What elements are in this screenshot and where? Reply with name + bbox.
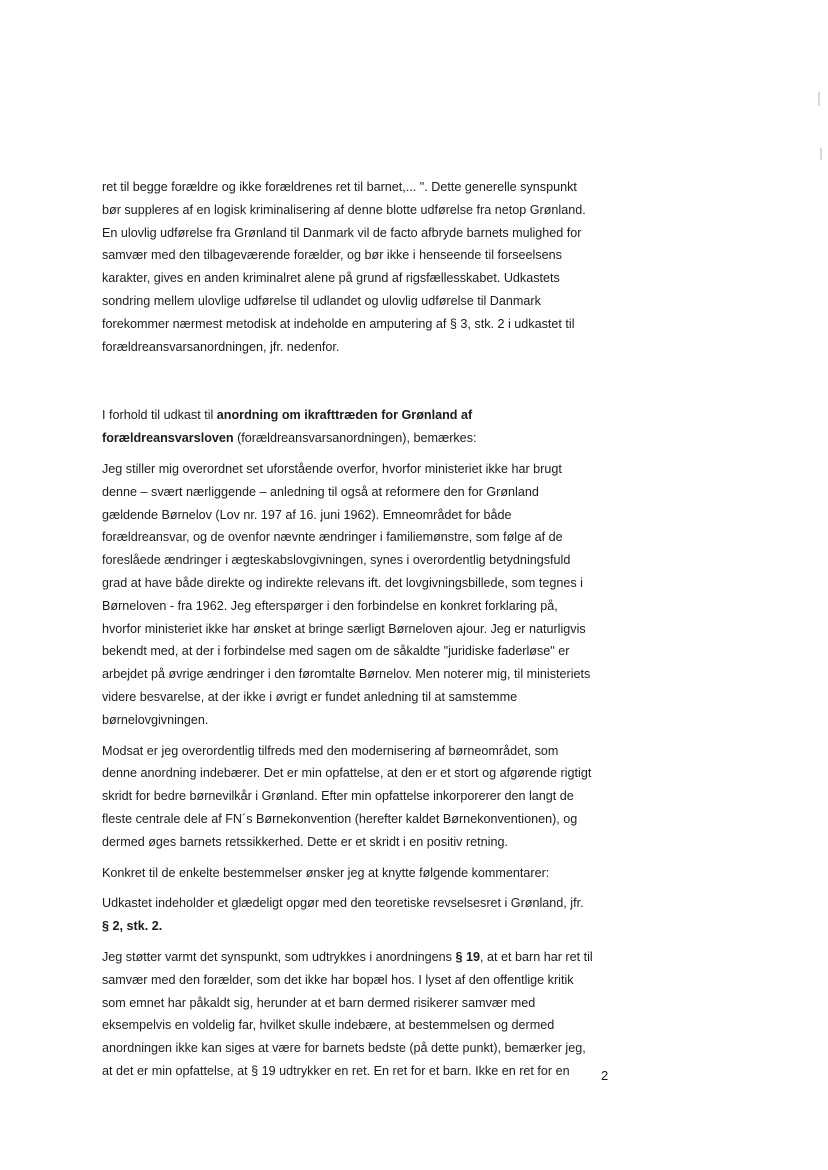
paragraph-spacer xyxy=(102,358,622,404)
text-line: sondring mellem ulovlige udførelse til udlandet og ulovlig udførelse til Danmark xyxy=(102,293,541,308)
text-line: videre besvarelse, at der ikke i øvrigt er fundet anledning til at samstemme xyxy=(102,689,518,704)
text-run: (forældreansvarsanordningen), bemærkes: xyxy=(233,431,477,446)
body-text xyxy=(102,176,622,1083)
bold-run: anordning om ikrafttræden for Grønland af xyxy=(216,408,473,423)
text-line: dermed øges barnets retssikkerhed. Dette er et skridt i en positiv retning. xyxy=(102,834,508,849)
text-line: skridt for bedre børnevilkår i Grønland. Efter min opfattelse inkorporerer den langt de xyxy=(102,789,574,804)
text-line: hvorfor ministeriet ikke har ønsket at bringe særligt Børneloven ajour. Jeg er naturligvis xyxy=(102,621,586,636)
text-line: Udkastet indeholder et glædeligt opgør med den teoretiske revselsesret i Grønland, jfr. xyxy=(102,896,584,911)
text-line: karakter, gives en anden kriminalret alene på grund af rigsfællesskabet. Udkastets xyxy=(102,271,560,286)
text-line: forældreansvar, og de ovenfor nævnte ændringer i familiemønstre, som følge af de xyxy=(102,530,563,545)
text-line: samvær med den forælder, som det ikke har bopæl hos. I lyset af den offentlige kritik xyxy=(102,972,574,987)
text-line: at det er min opfattelse, at § 19 udtrykker en ret. En ret for et barn. Ikke en ret for en xyxy=(102,1063,570,1078)
text-line: arbejdet på øvrige ændringer i den føromtalte Børnelov. Men noterer mig, til ministeriets xyxy=(102,667,591,682)
text-line: børnelovgivningen. xyxy=(102,712,209,727)
paragraph-1 xyxy=(102,176,622,358)
text-line: gældende Børnelov (Lov nr. 197 af 16. juni 1962). Emneområdet for både xyxy=(102,507,512,522)
text-line: som emnet har påkaldt sig, herunder at et barn dermed risikerer samvær med xyxy=(102,995,536,1010)
text-line: ret til begge forældre og ikke forældrenes ret til barnet,... ". Dette generelle synspunkt xyxy=(102,180,577,194)
paragraph-6 xyxy=(102,892,622,938)
text-line: samvær med den tilbageværende forælder, og bør ikke i henseende til forseelsens xyxy=(102,248,562,263)
paragraph-4 xyxy=(102,740,622,854)
text-line: bør suppleres af en logisk kriminalisering af denne blotte udførelse fra netop Grønland. xyxy=(102,202,586,217)
text-line: denne – svært nærliggende – anledning til også at reformere den for Grønland xyxy=(102,484,539,499)
bold-run: § 2, stk. 2. xyxy=(102,919,163,934)
paragraph-7 xyxy=(102,946,622,1083)
text-run: Jeg støtter varmt det synspunkt, som udtrykkes i anordningens xyxy=(102,949,456,964)
text-line: forældreansvarsanordningen, jfr. nedenfor. xyxy=(102,339,340,354)
scan-mark-mid xyxy=(820,148,822,160)
text-line: foreslåede ændringer i ægteskabslovgivningen, synes i overordentlig betydningsfuld xyxy=(102,553,571,568)
text-line: Konkret til de enkelte bestemmelser ønsker jeg at knytte følgende kommentarer: xyxy=(102,865,550,880)
text-run: , at et barn har ret til xyxy=(480,949,593,964)
paragraph-spacer xyxy=(102,938,622,946)
text-run: I forhold til udkast til xyxy=(102,408,217,423)
paragraph-spacer xyxy=(102,884,622,892)
text-line xyxy=(102,404,622,427)
text-line: fleste centrale dele af FN´s Børnekonvention (herefter kaldet Børnekonventionen), og xyxy=(102,811,578,826)
text-line xyxy=(102,427,622,450)
text-line: bekendt med, at der i forbindelse med sagen om de såkaldte "juridiske faderløse" er xyxy=(102,644,570,659)
paragraph-5 xyxy=(102,862,622,885)
text-line: denne anordning indebærer. Det er min opfattelse, at den er et stort og afgørende rigtigt xyxy=(102,766,592,781)
text-line: eksempelvis en voldelig far, hvilket skulle indebære, at bestemmelsen og dermed xyxy=(102,1018,555,1033)
paragraph-spacer xyxy=(102,854,622,862)
text-line: Børneloven - fra 1962. Jeg efterspørger i den forbindelse en konkret forklaring på, xyxy=(102,598,558,613)
scan-mark-top xyxy=(818,92,820,106)
text-line xyxy=(102,946,622,969)
paragraph-2 xyxy=(102,404,622,450)
text-line xyxy=(102,915,622,938)
bold-run: § 19 xyxy=(455,949,480,964)
paragraph-spacer xyxy=(102,450,622,458)
page-number: 2 xyxy=(601,1068,609,1083)
text-line: grad at have både direkte og indirekte relevans ift. det lovgivningsbillede, som tegnes i xyxy=(102,575,583,590)
paragraph-spacer xyxy=(102,732,622,740)
text-line: anordningen ikke kan siges at være for barnets bedste (på dette punkt), bemærker jeg, xyxy=(102,1041,586,1056)
text-line: Modsat er jeg overordentlig tilfreds med den modernisering af børneområdet, som xyxy=(102,743,559,758)
text-line: forekommer nærmest metodisk at indeholde en amputering af § 3, stk. 2 i udkastet til xyxy=(102,316,575,331)
bold-run: forældreansvarsloven xyxy=(102,431,234,446)
text-line: Jeg stiller mig overordnet set uforstående overfor, hvorfor ministeriet ikke har brugt xyxy=(102,461,562,476)
text-line: En ulovlig udførelse fra Grønland til Danmark vil de facto afbryde barnets mulighed for xyxy=(102,225,582,240)
paragraph-3 xyxy=(102,458,622,732)
